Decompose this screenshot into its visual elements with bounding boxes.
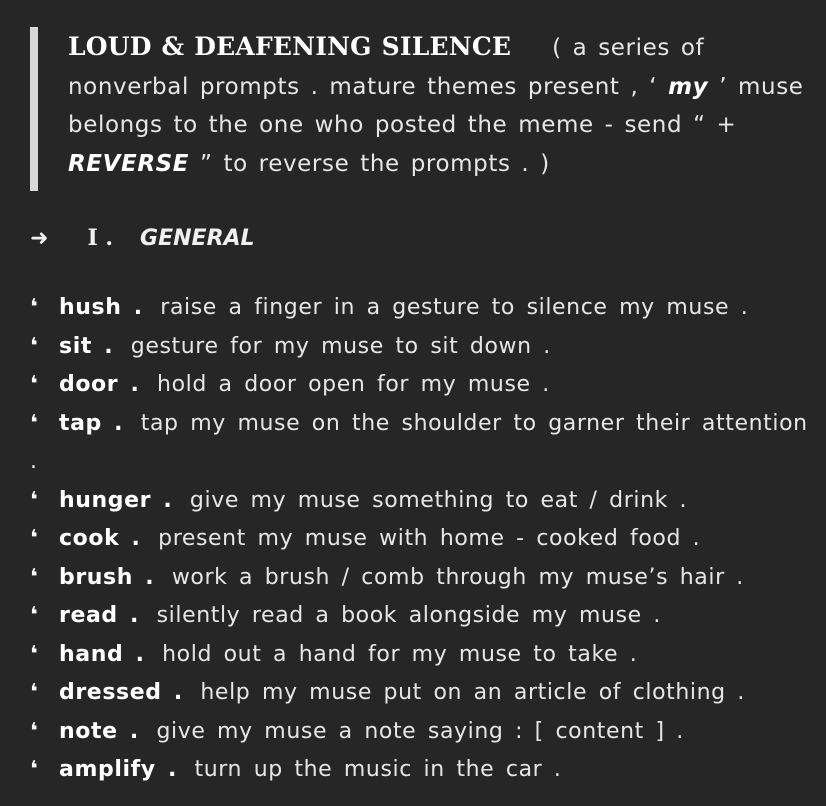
section-heading xyxy=(30,222,255,255)
quote-bullet-icon: ❛ xyxy=(30,410,39,436)
prompt-keyword: amplify . xyxy=(59,757,177,782)
prompt-text: gesture for my muse to sit down . xyxy=(130,333,551,359)
intro-text-1: ( a series of nonverbal prompts . mature themes present , ‘ xyxy=(68,35,705,100)
list-item xyxy=(30,405,810,482)
section-numeral: I . xyxy=(87,225,114,251)
prompt-text: give my muse a note saying : [ content ] . xyxy=(156,718,684,744)
prompt-text: tap my muse on the shoulder to garner their attention . xyxy=(30,410,808,474)
intro-reverse: REVERSE xyxy=(68,150,190,177)
intro-text-2: ’ muse belongs to the one who posted the meme - send “ + xyxy=(68,73,804,138)
arrow-icon: ➜ xyxy=(30,226,49,251)
prompt-text: hold a door open for my muse . xyxy=(157,372,550,397)
section-title: GENERAL xyxy=(140,226,255,251)
quote-bullet-icon: ❛ xyxy=(30,372,39,397)
quote-bullet-icon: ❛ xyxy=(30,641,39,667)
list-item xyxy=(30,328,810,367)
prompt-keyword: dressed . xyxy=(59,680,183,705)
prompt-keyword: tap . xyxy=(59,410,124,436)
prompt-text: present my muse with home - cooked food . xyxy=(158,526,701,551)
list-item xyxy=(30,636,810,675)
prompt-keyword: note . xyxy=(59,718,139,744)
list-item xyxy=(30,713,810,752)
prompt-text: work a brush / comb through my muse’s hair . xyxy=(171,564,744,590)
intro-text-3: ” to reverse the prompts . ) xyxy=(200,150,550,177)
prompt-text: silently read a book alongside my muse . xyxy=(156,603,661,628)
quote-bullet-icon: ❛ xyxy=(30,295,39,320)
list-item xyxy=(30,751,810,790)
prompt-keyword: door . xyxy=(59,372,140,397)
list-item xyxy=(30,366,810,405)
prompt-text: help my muse put on an article of clothing . xyxy=(200,680,745,705)
quote-bullet-icon: ❛ xyxy=(30,757,39,782)
prompt-text: raise a finger in a gesture to silence my muse . xyxy=(160,295,749,320)
prompt-keyword: sit . xyxy=(59,333,114,359)
prompt-keyword: cook . xyxy=(59,526,141,551)
prompt-keyword: read . xyxy=(59,603,139,628)
quote-bullet-icon: ❛ xyxy=(30,680,39,705)
quote-bullet-icon: ❛ xyxy=(30,333,39,359)
list-item xyxy=(30,674,810,713)
intro-my: my xyxy=(668,73,709,100)
quote-bullet-icon: ❛ xyxy=(30,718,39,744)
quote-bullet-icon: ❛ xyxy=(30,603,39,628)
prompt-list xyxy=(30,289,810,790)
list-item xyxy=(30,289,810,328)
quote-bullet-icon: ❛ xyxy=(30,487,39,513)
intro-title: LOUD & DEAFENING SILENCE xyxy=(68,32,512,61)
prompt-text: give my muse something to eat / drink . xyxy=(189,487,688,513)
list-item xyxy=(30,520,810,559)
quote-bar xyxy=(30,27,38,191)
quote-bullet-icon: ❛ xyxy=(30,526,39,551)
prompt-text: turn up the music in the car . xyxy=(194,757,562,782)
prompt-text: hold out a hand for my muse to take . xyxy=(162,641,638,667)
prompt-keyword: hand . xyxy=(59,641,145,667)
quote-bullet-icon: ❛ xyxy=(30,564,39,590)
list-item xyxy=(30,597,810,636)
list-item xyxy=(30,482,810,521)
prompt-keyword: hush . xyxy=(59,295,143,320)
prompt-keyword: hunger . xyxy=(59,487,173,513)
prompt-keyword: brush . xyxy=(59,564,155,590)
list-item xyxy=(30,559,810,598)
intro-paragraph xyxy=(68,28,808,183)
